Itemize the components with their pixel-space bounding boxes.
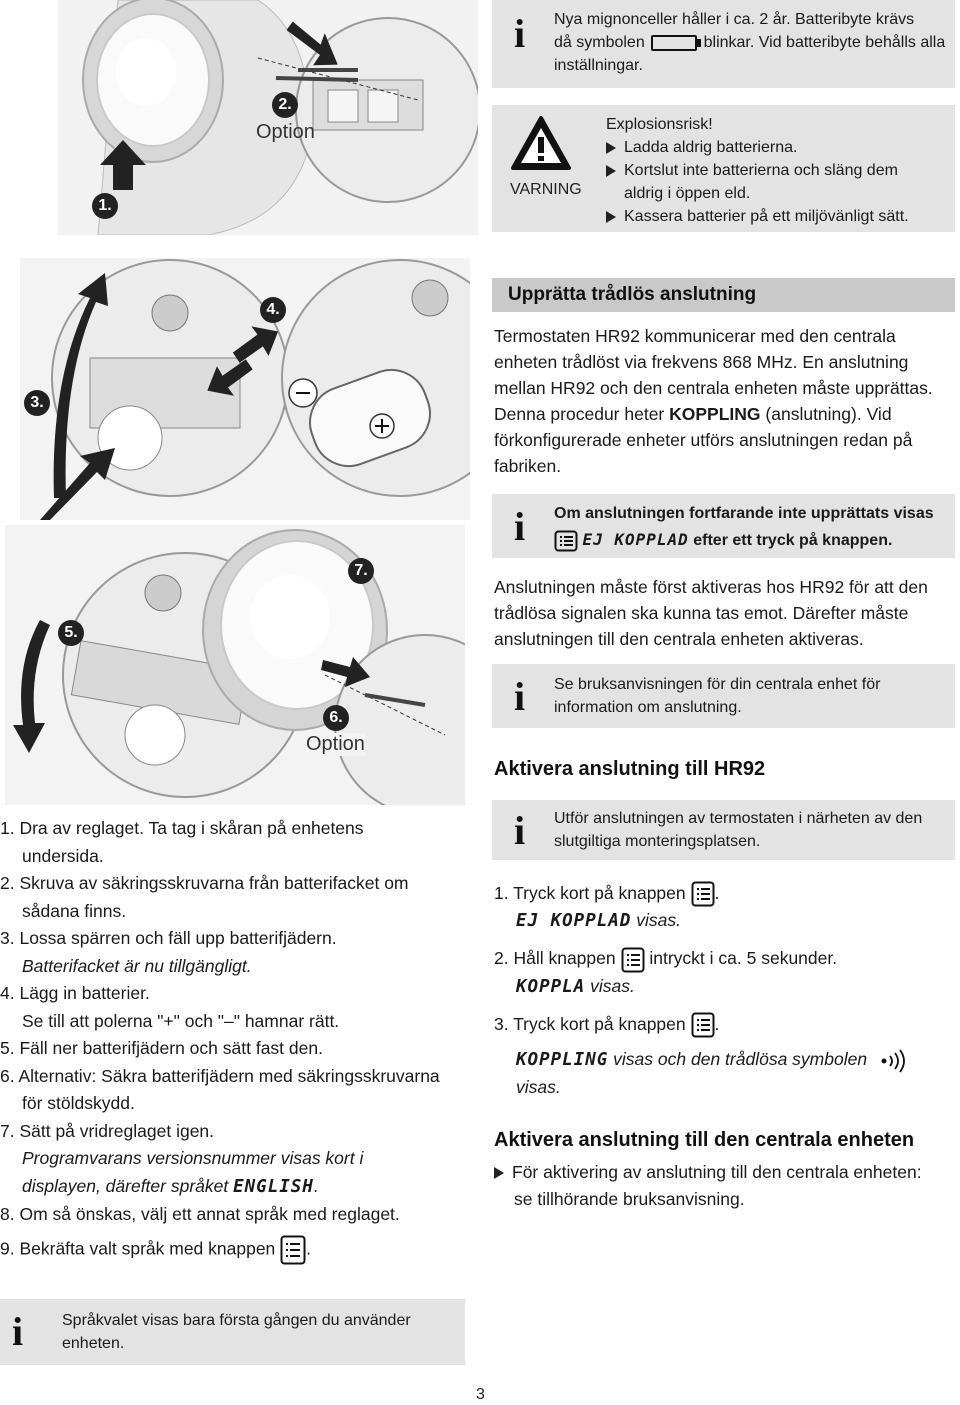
section-heading-bar (492, 278, 955, 312)
warning-label: VARNING (510, 181, 582, 198)
info-icon: i (12, 1309, 24, 1354)
battery-icon (651, 35, 697, 51)
warning-item-3: Kassera batterier på ett miljövänligt sätt. (606, 205, 946, 228)
bullet-arrow-icon (606, 142, 616, 154)
step-9: 9. Bekräfta valt språk med knappen . (0, 1235, 475, 1265)
info-box-placement: i Utför anslutningen av termostaten i närheten av den slutgiltiga monteringsplatsen. (492, 800, 955, 860)
step-badge-4: 4. (260, 297, 286, 323)
figure-steps-1-2 (58, 0, 478, 235)
wireless-intro: Termostaten HR92 kommunicerar med den centrala enheten trådlöst via frekvens 868 MHz. En anslutning mellan HR92 och den centrala enheten måste upprättas. Denna procedur heter KOPPLING (anslutning). Vid förkonfigurerade enheter utförs anslutningen redan på fabriken. (494, 326, 933, 476)
koppling-term: KOPPLING (669, 404, 761, 424)
info-box-battery (492, 0, 955, 88)
warning-item-1: Ladda aldrig batterierna. (606, 136, 946, 159)
step-4: 4. Lägg in batterier. (0, 983, 150, 1003)
hr92-step-1: 1. Tryck kort på knappen . (494, 880, 956, 907)
hr92-step-3-result: KOPPLING visas och den trådlösa symbolen (494, 1046, 956, 1074)
step-badge-6: 6. (323, 705, 349, 731)
warning-item-2: Kortslut inte batterierna och släng dem (606, 159, 946, 182)
menu-button-icon (621, 947, 645, 973)
menu-button-icon (691, 881, 715, 907)
step-badge-2: 2. (272, 92, 298, 118)
step-6: 6. Alternativ: Säkra batterifjädern med säkringsskruvarna (0, 1065, 440, 1086)
battery-line-3: inställningar. (554, 57, 643, 74)
lcd-text: EJ KOPPLAD (582, 530, 689, 549)
info-box-language: i Språkvalet visas bara första gången du använder enheten. (0, 1299, 465, 1365)
option-label-2: Option (256, 121, 315, 143)
wireless-activation-text: Anslutningen måste först aktiveras hos HR92 för att den trådlösa signalen ska kunna tas emot. Därefter måste anslutningen till den centrala enheten aktiveras. (494, 577, 928, 649)
battery-line-1: Nya mignonceller håller i ca. 2 år. Batteribyte krävs (554, 11, 915, 28)
step-badge-3: 3. (24, 390, 50, 416)
hr92-step-1-result: EJ KOPPLAD visas. (516, 910, 681, 932)
menu-button-icon (554, 530, 578, 552)
step-3: 3. Lossa spärren och fäll upp batterifjädern. (0, 928, 337, 948)
info-icon: i (514, 11, 526, 56)
warning-item-2b: aldrig i öppen eld. (624, 185, 751, 202)
section-heading: Upprätta trådlös anslutning (508, 284, 757, 305)
step-1: 1. Dra av reglaget. Ta tag i skåran på enhetens (0, 818, 364, 838)
figure-steps-5-7 (5, 525, 465, 805)
info-icon: i (514, 504, 526, 549)
menu-button-icon (691, 1012, 715, 1038)
step-badge-7: 7. (348, 558, 374, 584)
bullet-arrow-icon (606, 211, 616, 223)
step-badge-1: 1. (92, 193, 118, 219)
step-badge-5: 5. (58, 620, 84, 646)
bullet-arrow-icon (494, 1167, 504, 1179)
info-box-manual: i Se bruksanvisningen för din centrala enhet för information om anslutning. (492, 664, 955, 728)
info-box-not-connected: i Om anslutningen fortfarande inte upprättats visas EJ KOPPLAD efter ett tryck på knappen. (492, 494, 955, 558)
info-icon: i (514, 674, 526, 719)
hr92-steps (494, 880, 956, 1101)
central-instruction: För aktivering av anslutning till den centrala enheten: se tillhörande bruksanvisning. (494, 1159, 956, 1213)
hr92-step-2-result: KOPPLA visas. (516, 975, 635, 997)
hr92-step-3-result-2: visas. (516, 1077, 561, 1098)
step-8: 8. Om så önskas, välj ett annat språk med reglaget. (0, 1204, 400, 1224)
page-number: 3 (476, 1386, 485, 1403)
battery-line-2: då symbolen blinkar. Vid batteribyte behålls alla (554, 34, 946, 51)
subheading-hr92: Aktivera anslutning till HR92 (494, 758, 766, 780)
figure-steps-3-4 (20, 258, 470, 520)
bullet-arrow-icon (606, 165, 616, 177)
step-2: 2. Skruva av säkringsskruvarna från batterifacket om (0, 873, 409, 893)
step-5: 5. Fäll ner batterifjädern och sätt fast den. (0, 1038, 323, 1058)
hr92-step-2: 2. Håll knappen intryckt i ca. 5 sekunder. (494, 945, 956, 972)
steps-list: 1. Dra av reglaget. Ta tag i skåran på enhetens undersida. 2. Skruva av säkringsskruvarna från batterifacket om sådana finns. 3. Lossa spärren och fäll upp batterifjädern. Batterifacket är nu tillgängligt. 4. Lägg in batterier. Se till att polerna "+" och "–" hamnar rätt. 5. Fäll ner batterifjädern och sätt fast den. 6. Alternativ: Säkra batterifjädern med säkringsskruvarna för stöldskydd. 7. Sätt på vridreglaget igen. Programvarans versionsnummer visas kort i displayen, därefter språket ENGLISH. 8. Om så önskas, välj ett annat språk med reglaget. 9. Bekräfta valt språk med knappen . (0, 815, 475, 1265)
wireless-signal-icon (872, 1048, 912, 1074)
menu-button-icon (280, 1235, 306, 1265)
lcd-text: ENGLISH (233, 1176, 314, 1197)
hr92-step-3: 3. Tryck kort på knappen . (494, 1011, 956, 1038)
subheading-central: Aktivera anslutning till den centrala enheten (494, 1129, 915, 1151)
info-icon: i (514, 808, 526, 853)
warning-box (492, 105, 955, 232)
step-7: 7. Sätt på vridreglaget igen. (0, 1120, 215, 1141)
option-label-6: Option (306, 733, 365, 755)
warning-title: Explosionsrisk! (606, 116, 713, 133)
warning-triangle-icon (510, 115, 572, 171)
